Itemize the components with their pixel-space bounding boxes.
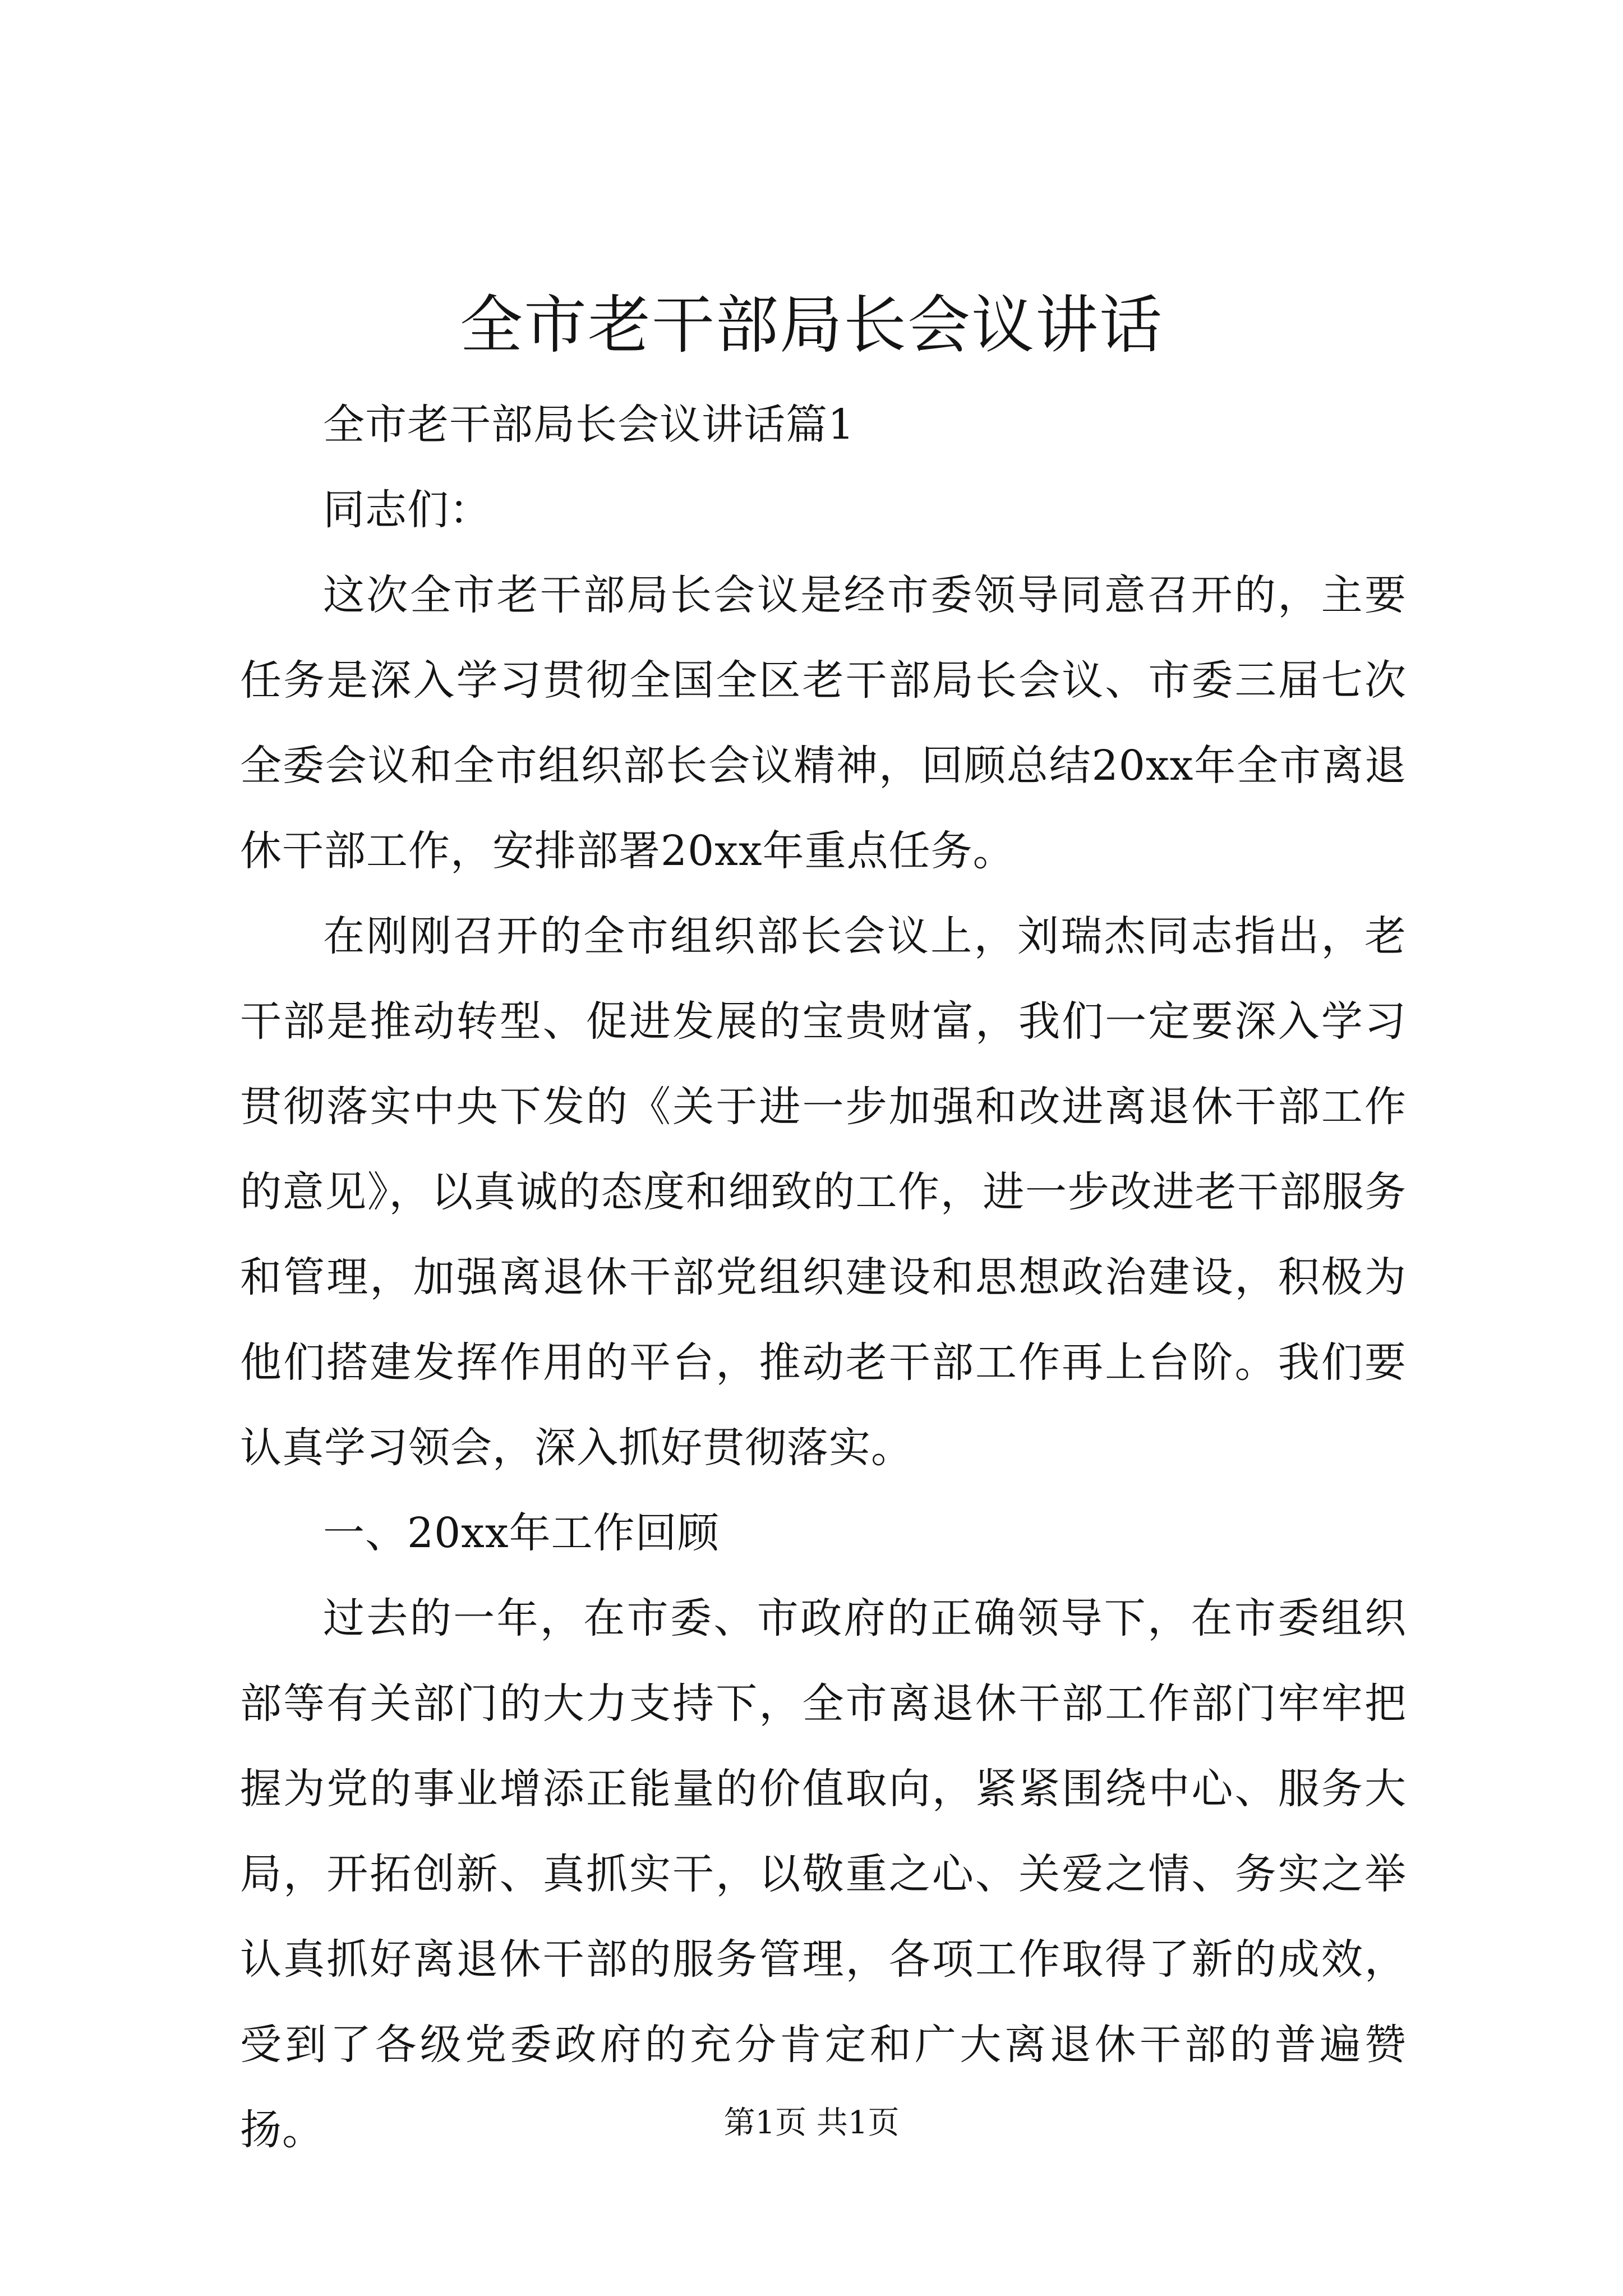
paragraph-past-year-review: 过去的一年，在市委、市政府的正确领导下，在市委组织部等有关部门的大力支持下，全市离退休干部工作部门牢牢把握为党的事业增添正能量的价值取向，紧紧围绕中心、服务大局，开拓创新、真抓实干，以敬重之心、关爱之情、务实之举认真抓好离退休干部的服务管理，各项工作取得了新的成效，受到了各级党委政府的充分肯定和广大离退休干部的普遍赞扬。 (240, 1594, 1407, 2154)
document-title: 全市老干部局长会议讲话 (460, 289, 1163, 362)
page-footer: 第1页 共1页 (723, 2105, 900, 2141)
document-body (240, 382, 1407, 2173)
salutation: 同志们： (323, 486, 491, 534)
paragraph-leader-remarks: 在刚刚召开的全市组织部长会议上，刘瑞杰同志指出，老干部是推动转型、促进发展的宝贵财富，我们一定要深入学习贯彻落实中央下发的《关于进一步加强和改进离退休干部工作的意见》，以真诚的态度和细致的工作，进一步改进老干部服务和管理，加强离退休干部党组织建设和思想政治建设，积极为他们搭建发挥作用的平台，推动老干部工作再上台阶。我们要认真学习领会，深入抓好贯彻落实。 (240, 912, 1407, 1472)
section-heading-work-review: 一、20xx年工作回顾 (323, 1509, 720, 1557)
section-heading-part-1: 全市老干部局长会议讲话篇1 (323, 401, 855, 449)
paragraph-meeting-purpose: 这次全市老干部局长会议是经市委领导同意召开的，主要任务是深入学习贯彻全国全区老干部局长会议、市委三届七次全委会议和全市组织部长会议精神，回顾总结20xx年全市离退休干部工作，安排部署20xx年重点任务。 (240, 571, 1407, 875)
